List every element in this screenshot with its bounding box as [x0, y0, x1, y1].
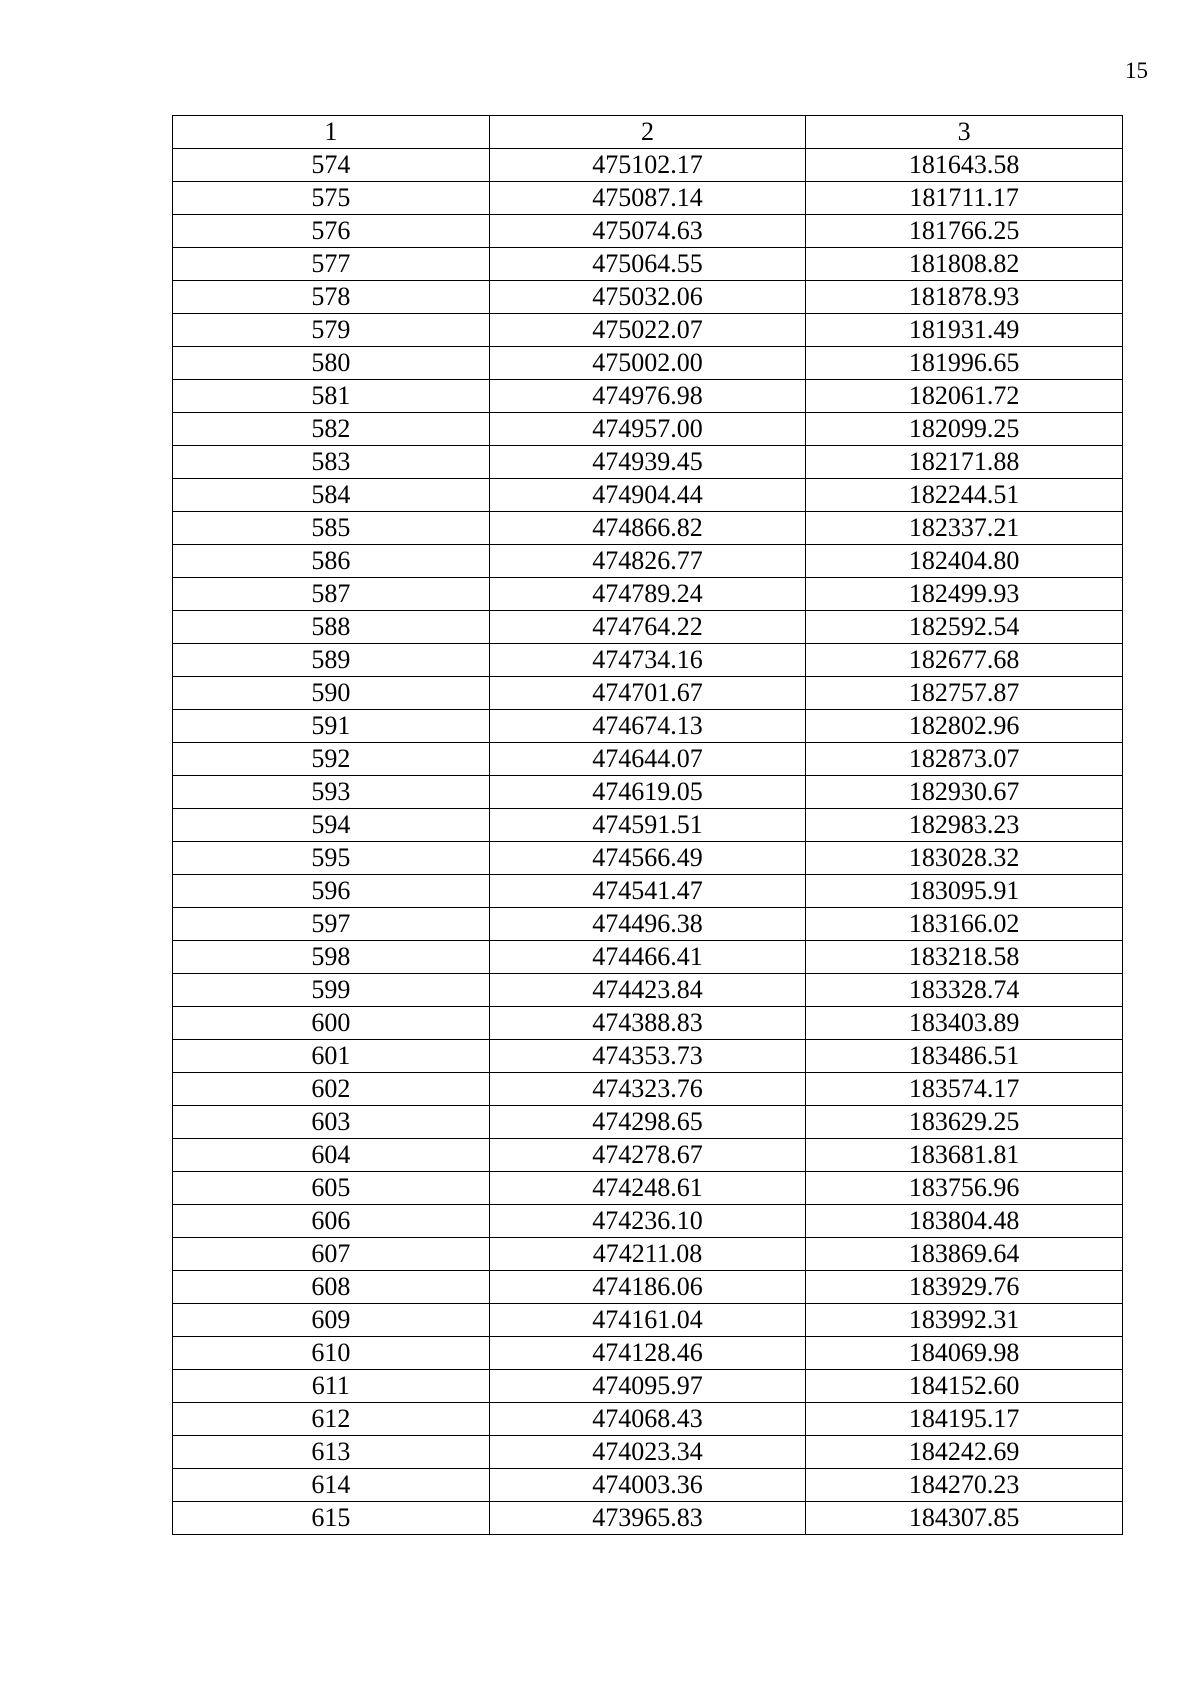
table-row — [173, 215, 1123, 248]
y-coordinate-cell: 181711.17 — [806, 182, 1123, 215]
table-row — [173, 1337, 1123, 1370]
table-row — [173, 1205, 1123, 1238]
point-number-cell: 605 — [173, 1172, 490, 1205]
y-coordinate-cell: 183804.48 — [806, 1205, 1123, 1238]
table-row — [173, 1139, 1123, 1172]
table-row — [173, 314, 1123, 347]
table-row — [173, 1073, 1123, 1106]
point-number-cell: 615 — [173, 1502, 490, 1535]
x-coordinate-cell: 474496.38 — [489, 908, 806, 941]
x-coordinate-cell: 474701.67 — [489, 677, 806, 710]
y-coordinate-cell: 182244.51 — [806, 479, 1123, 512]
y-coordinate-cell: 184195.17 — [806, 1403, 1123, 1436]
table-row — [173, 578, 1123, 611]
point-number-cell: 576 — [173, 215, 490, 248]
y-coordinate-cell: 182930.67 — [806, 776, 1123, 809]
y-coordinate-cell: 184270.23 — [806, 1469, 1123, 1502]
y-coordinate-cell: 182873.07 — [806, 743, 1123, 776]
y-coordinate-cell: 184242.69 — [806, 1436, 1123, 1469]
y-coordinate-cell: 183218.58 — [806, 941, 1123, 974]
table-header-row — [173, 116, 1123, 149]
x-coordinate-cell: 473965.83 — [489, 1502, 806, 1535]
y-coordinate-cell: 183681.81 — [806, 1139, 1123, 1172]
y-coordinate-cell: 181931.49 — [806, 314, 1123, 347]
point-number-cell: 593 — [173, 776, 490, 809]
x-coordinate-cell: 474423.84 — [489, 974, 806, 1007]
table-row — [173, 446, 1123, 479]
x-coordinate-cell: 474236.10 — [489, 1205, 806, 1238]
point-number-cell: 575 — [173, 182, 490, 215]
x-coordinate-cell: 475087.14 — [489, 182, 806, 215]
table-row — [173, 1007, 1123, 1040]
table-row — [173, 710, 1123, 743]
x-coordinate-cell: 475032.06 — [489, 281, 806, 314]
x-coordinate-cell: 474734.16 — [489, 644, 806, 677]
point-number-cell: 599 — [173, 974, 490, 1007]
point-number-cell: 577 — [173, 248, 490, 281]
point-number-cell: 603 — [173, 1106, 490, 1139]
x-coordinate-cell: 474353.73 — [489, 1040, 806, 1073]
point-number-cell: 588 — [173, 611, 490, 644]
y-coordinate-cell: 183095.91 — [806, 875, 1123, 908]
y-coordinate-cell: 181643.58 — [806, 149, 1123, 182]
y-coordinate-cell: 182061.72 — [806, 380, 1123, 413]
point-number-cell: 587 — [173, 578, 490, 611]
point-number-cell: 608 — [173, 1271, 490, 1304]
x-coordinate-cell: 474957.00 — [489, 413, 806, 446]
table-row — [173, 1238, 1123, 1271]
y-coordinate-cell: 182099.25 — [806, 413, 1123, 446]
x-coordinate-cell: 474323.76 — [489, 1073, 806, 1106]
y-coordinate-cell: 184307.85 — [806, 1502, 1123, 1535]
point-number-cell: 600 — [173, 1007, 490, 1040]
point-number-cell: 601 — [173, 1040, 490, 1073]
table-row — [173, 1106, 1123, 1139]
column-header-x-coordinate: 2 — [489, 116, 806, 149]
y-coordinate-cell: 183992.31 — [806, 1304, 1123, 1337]
y-coordinate-cell: 182592.54 — [806, 611, 1123, 644]
table-row — [173, 743, 1123, 776]
table-row — [173, 1040, 1123, 1073]
table-row — [173, 776, 1123, 809]
x-coordinate-cell: 474298.65 — [489, 1106, 806, 1139]
table-row — [173, 1370, 1123, 1403]
y-coordinate-cell: 183629.25 — [806, 1106, 1123, 1139]
x-coordinate-cell: 474128.46 — [489, 1337, 806, 1370]
x-coordinate-cell: 474619.05 — [489, 776, 806, 809]
x-coordinate-cell: 474764.22 — [489, 611, 806, 644]
table-row — [173, 380, 1123, 413]
x-coordinate-cell: 475102.17 — [489, 149, 806, 182]
y-coordinate-cell: 182404.80 — [806, 545, 1123, 578]
y-coordinate-cell: 184069.98 — [806, 1337, 1123, 1370]
x-coordinate-cell: 474541.47 — [489, 875, 806, 908]
point-number-cell: 590 — [173, 677, 490, 710]
table-row — [173, 908, 1123, 941]
table-row — [173, 974, 1123, 1007]
table-row — [173, 281, 1123, 314]
y-coordinate-cell: 182677.68 — [806, 644, 1123, 677]
table-row — [173, 677, 1123, 710]
point-number-cell: 579 — [173, 314, 490, 347]
y-coordinate-cell: 182983.23 — [806, 809, 1123, 842]
point-number-cell: 606 — [173, 1205, 490, 1238]
table-row — [173, 248, 1123, 281]
table-row — [173, 149, 1123, 182]
table-row — [173, 941, 1123, 974]
y-coordinate-cell: 183929.76 — [806, 1271, 1123, 1304]
point-number-cell: 582 — [173, 413, 490, 446]
y-coordinate-cell: 181766.25 — [806, 215, 1123, 248]
x-coordinate-cell: 474904.44 — [489, 479, 806, 512]
table-row — [173, 479, 1123, 512]
x-coordinate-cell: 474566.49 — [489, 842, 806, 875]
table-row — [173, 809, 1123, 842]
x-coordinate-cell: 474826.77 — [489, 545, 806, 578]
y-coordinate-cell: 182802.96 — [806, 710, 1123, 743]
point-number-cell: 594 — [173, 809, 490, 842]
point-number-cell: 596 — [173, 875, 490, 908]
table-row — [173, 1271, 1123, 1304]
y-coordinate-cell: 183403.89 — [806, 1007, 1123, 1040]
table-row — [173, 512, 1123, 545]
point-number-cell: 610 — [173, 1337, 490, 1370]
point-number-cell: 589 — [173, 644, 490, 677]
table-row — [173, 1403, 1123, 1436]
table-row — [173, 545, 1123, 578]
y-coordinate-cell: 183166.02 — [806, 908, 1123, 941]
x-coordinate-cell: 474068.43 — [489, 1403, 806, 1436]
coordinates-table — [172, 115, 1123, 1535]
point-number-cell: 604 — [173, 1139, 490, 1172]
point-number-cell: 609 — [173, 1304, 490, 1337]
x-coordinate-cell: 474644.07 — [489, 743, 806, 776]
y-coordinate-cell: 183756.96 — [806, 1172, 1123, 1205]
x-coordinate-cell: 474388.83 — [489, 1007, 806, 1040]
page-number: 15 — [1125, 58, 1148, 83]
table-row — [173, 1436, 1123, 1469]
y-coordinate-cell: 181878.93 — [806, 281, 1123, 314]
x-coordinate-cell: 474248.61 — [489, 1172, 806, 1205]
table-row — [173, 611, 1123, 644]
table-row — [173, 1469, 1123, 1502]
table-row — [173, 644, 1123, 677]
point-number-cell: 580 — [173, 347, 490, 380]
table-row — [173, 1502, 1123, 1535]
table-row — [173, 413, 1123, 446]
x-coordinate-cell: 474591.51 — [489, 809, 806, 842]
table-body — [173, 149, 1123, 1535]
x-coordinate-cell: 474866.82 — [489, 512, 806, 545]
point-number-cell: 586 — [173, 545, 490, 578]
x-coordinate-cell: 474095.97 — [489, 1370, 806, 1403]
point-number-cell: 581 — [173, 380, 490, 413]
point-number-cell: 591 — [173, 710, 490, 743]
x-coordinate-cell: 474161.04 — [489, 1304, 806, 1337]
x-coordinate-cell: 474939.45 — [489, 446, 806, 479]
point-number-cell: 585 — [173, 512, 490, 545]
x-coordinate-cell: 474023.34 — [489, 1436, 806, 1469]
y-coordinate-cell: 184152.60 — [806, 1370, 1123, 1403]
x-coordinate-cell: 474466.41 — [489, 941, 806, 974]
y-coordinate-cell: 183486.51 — [806, 1040, 1123, 1073]
point-number-cell: 602 — [173, 1073, 490, 1106]
point-number-cell: 598 — [173, 941, 490, 974]
point-number-cell: 592 — [173, 743, 490, 776]
y-coordinate-cell: 182337.21 — [806, 512, 1123, 545]
point-number-cell: 612 — [173, 1403, 490, 1436]
y-coordinate-cell: 183328.74 — [806, 974, 1123, 1007]
x-coordinate-cell: 474003.36 — [489, 1469, 806, 1502]
table-row — [173, 347, 1123, 380]
y-coordinate-cell: 181996.65 — [806, 347, 1123, 380]
table-row — [173, 1304, 1123, 1337]
y-coordinate-cell: 182757.87 — [806, 677, 1123, 710]
table-row — [173, 1172, 1123, 1205]
y-coordinate-cell: 183574.17 — [806, 1073, 1123, 1106]
y-coordinate-cell: 182171.88 — [806, 446, 1123, 479]
x-coordinate-cell: 474976.98 — [489, 380, 806, 413]
point-number-cell: 578 — [173, 281, 490, 314]
x-coordinate-cell: 475002.00 — [489, 347, 806, 380]
table-row — [173, 875, 1123, 908]
column-header-point-number: 1 — [173, 116, 490, 149]
table-row — [173, 182, 1123, 215]
x-coordinate-cell: 475022.07 — [489, 314, 806, 347]
point-number-cell: 595 — [173, 842, 490, 875]
x-coordinate-cell: 474674.13 — [489, 710, 806, 743]
y-coordinate-cell: 183869.64 — [806, 1238, 1123, 1271]
x-coordinate-cell: 474789.24 — [489, 578, 806, 611]
column-header-y-coordinate: 3 — [806, 116, 1123, 149]
x-coordinate-cell: 475074.63 — [489, 215, 806, 248]
table-row — [173, 842, 1123, 875]
x-coordinate-cell: 475064.55 — [489, 248, 806, 281]
x-coordinate-cell: 474186.06 — [489, 1271, 806, 1304]
x-coordinate-cell: 474211.08 — [489, 1238, 806, 1271]
y-coordinate-cell: 182499.93 — [806, 578, 1123, 611]
point-number-cell: 597 — [173, 908, 490, 941]
point-number-cell: 611 — [173, 1370, 490, 1403]
y-coordinate-cell: 181808.82 — [806, 248, 1123, 281]
point-number-cell: 614 — [173, 1469, 490, 1502]
point-number-cell: 583 — [173, 446, 490, 479]
point-number-cell: 613 — [173, 1436, 490, 1469]
point-number-cell: 574 — [173, 149, 490, 182]
y-coordinate-cell: 183028.32 — [806, 842, 1123, 875]
point-number-cell: 584 — [173, 479, 490, 512]
point-number-cell: 607 — [173, 1238, 490, 1271]
x-coordinate-cell: 474278.67 — [489, 1139, 806, 1172]
